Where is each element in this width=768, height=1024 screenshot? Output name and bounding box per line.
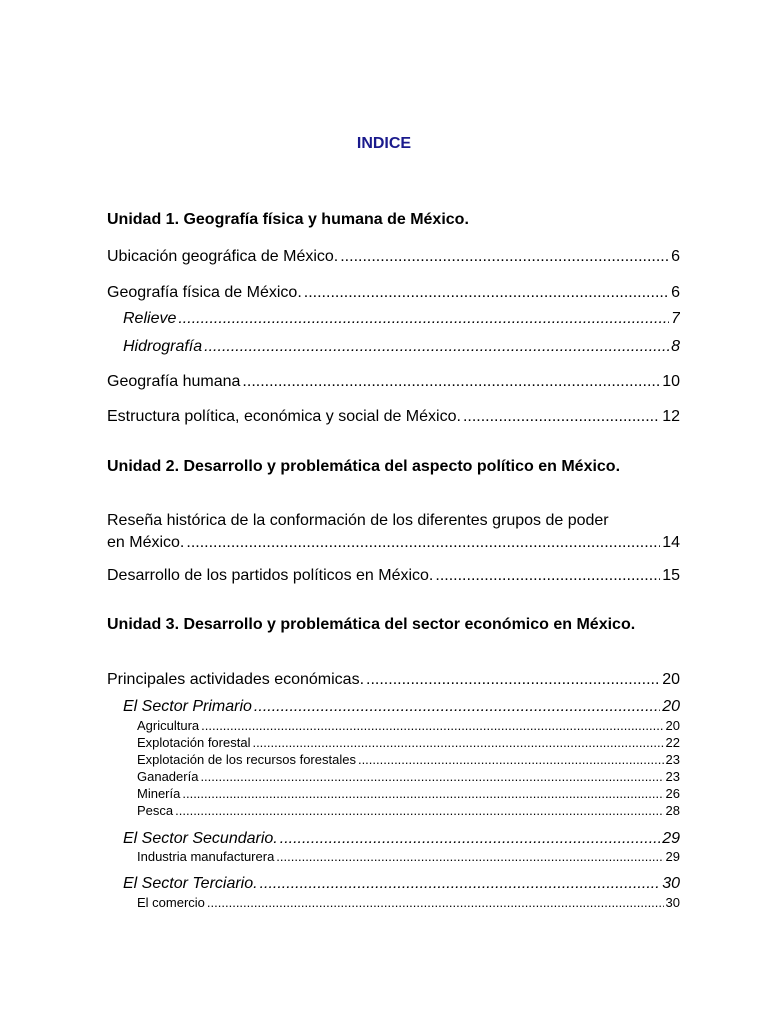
toc-page-number: 26 [665, 786, 680, 801]
dot-leader [175, 803, 663, 819]
toc-entry-label: Desarrollo de los partidos políticos en México. [107, 567, 434, 584]
toc-page-number: 28 [665, 803, 680, 818]
dot-leader [340, 247, 669, 267]
toc-entry-label: El comercio [137, 895, 205, 910]
unit-1-heading: Unidad 1. Geografía física y humana de México. [107, 211, 469, 228]
dot-leader [260, 874, 661, 894]
dot-leader [463, 407, 660, 427]
toc-entry-sector-secundario[interactable] [123, 829, 680, 849]
dot-leader [201, 718, 663, 734]
dot-leader [366, 670, 660, 690]
unit-2-heading: Unidad 2. Desarrollo y problemática del aspecto político en México. [107, 458, 621, 475]
toc-entry-label: Hidrografía [123, 338, 203, 355]
toc-entry-hidrografia[interactable] [123, 337, 680, 357]
dot-leader [435, 566, 660, 586]
toc-page-number: 29 [662, 830, 680, 847]
toc-entry-geografia-fisica[interactable] [107, 283, 680, 303]
toc-page-number: 15 [662, 567, 680, 584]
toc-page-number: 20 [662, 671, 680, 688]
dot-leader [200, 769, 663, 785]
toc-page-number: 20 [662, 698, 680, 715]
toc-page-number: 23 [665, 752, 680, 767]
dot-leader [254, 697, 660, 717]
toc-page-number: 6 [671, 284, 680, 301]
toc-page-number: 14 [662, 534, 680, 551]
toc-entry-actividades[interactable] [107, 670, 680, 690]
toc-page-number: 10 [662, 373, 680, 390]
unit-3-heading: Unidad 3. Desarrollo y problemática del sector económico en México. [107, 616, 636, 633]
dot-leader [186, 532, 660, 554]
toc-entry-label: Ganadería [137, 769, 199, 784]
toc-entry-industria[interactable] [137, 849, 680, 865]
toc-entry-comercio[interactable] [137, 895, 680, 911]
toc-page-number: 6 [671, 248, 680, 265]
toc-entry-resena[interactable] [107, 510, 680, 554]
dot-leader [276, 849, 663, 865]
toc-entry-ubicacion[interactable] [107, 247, 680, 267]
toc-entry-label-line1: Reseña histórica de la conformación de los diferentes grupos de poder [107, 512, 609, 529]
dot-leader [204, 337, 669, 357]
toc-entry-label: Agricultura [137, 718, 200, 733]
toc-entry-sector-terciario[interactable] [123, 874, 680, 894]
toc-page-number: 12 [662, 408, 680, 425]
toc-entry-pesca[interactable] [137, 803, 680, 819]
toc-page-number: 30 [665, 895, 680, 910]
dot-leader [304, 283, 669, 303]
toc-entry-label: Minería [137, 786, 181, 801]
toc-entry-geografia-humana[interactable] [107, 372, 680, 392]
dot-leader [358, 752, 664, 768]
dot-leader [280, 829, 660, 849]
toc-entry-mineria[interactable] [137, 786, 680, 802]
toc-entry-label: Explotación de los recursos forestales [137, 752, 356, 767]
toc-page-number: 22 [665, 735, 680, 750]
toc-entry-ganaderia[interactable] [137, 769, 680, 785]
dot-leader [242, 372, 660, 392]
toc-entry-label: Estructura política, económica y social de México. [107, 408, 461, 425]
toc-entry-agricultura[interactable] [137, 718, 680, 734]
toc-entry-label: El Sector Primario [123, 698, 252, 715]
toc-entry-label: Pesca [137, 803, 174, 818]
toc-entry-label: Ubicación geográfica de México. [107, 248, 339, 265]
toc-entry-label-line2: en México. [107, 534, 185, 551]
toc-page-number: 8 [671, 338, 680, 355]
toc-entry-label: El Sector Secundario. [123, 830, 278, 847]
dot-leader [178, 309, 669, 329]
index-title: INDICE [356, 135, 412, 152]
toc-entry-label: Industria manufacturera [137, 849, 275, 864]
toc-page-number: 29 [665, 849, 680, 864]
dot-leader [182, 786, 663, 802]
toc-entry-recursos-forestales[interactable] [137, 752, 680, 768]
toc-entry-explotacion-forestal[interactable] [137, 735, 680, 751]
dot-leader [207, 895, 664, 911]
toc-entry-label: Explotación forestal [137, 735, 251, 750]
toc-page-number: 7 [671, 310, 680, 327]
toc-entry-partidos[interactable] [107, 566, 680, 586]
toc-entry-label: Geografía física de México. [107, 284, 302, 301]
toc-entry-estructura[interactable] [107, 407, 680, 427]
toc-page-number: 23 [665, 769, 680, 784]
dot-leader [252, 735, 663, 751]
toc-entry-label: El Sector Terciario. [123, 875, 258, 892]
toc-page-number: 20 [665, 718, 680, 733]
toc-entry-sector-primario[interactable] [123, 697, 680, 717]
toc-page-number: 30 [662, 875, 680, 892]
toc-entry-relieve[interactable] [123, 309, 680, 329]
toc-entry-label: Principales actividades económicas. [107, 671, 365, 688]
toc-entry-label: Geografía humana [107, 373, 241, 390]
toc-entry-label: Relieve [123, 310, 177, 327]
